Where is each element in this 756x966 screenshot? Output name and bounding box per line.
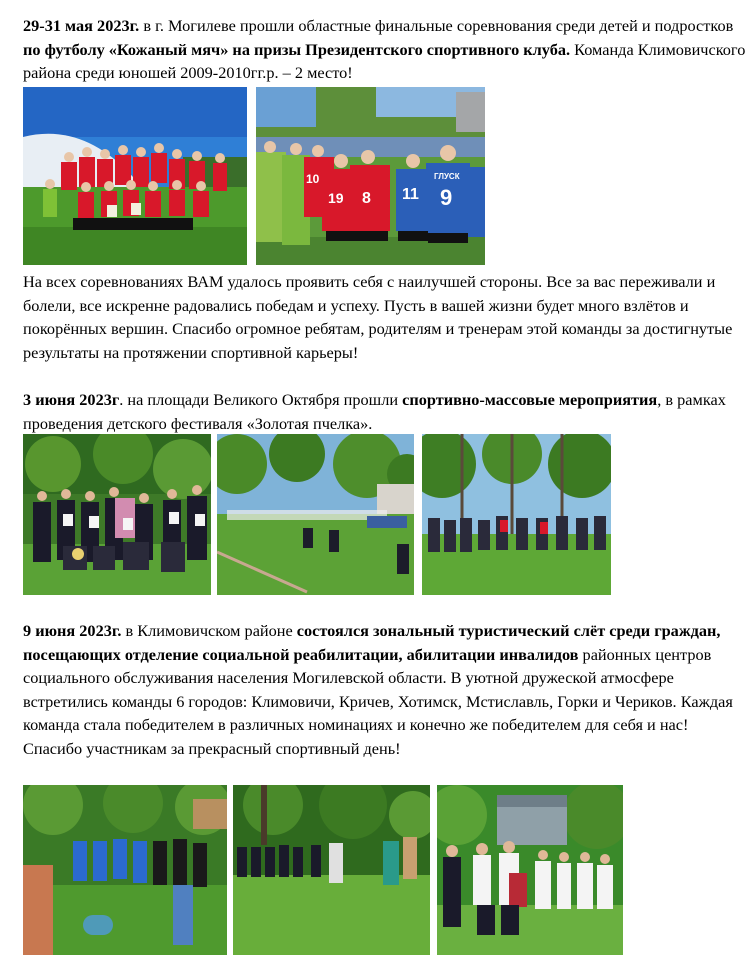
paragraph-text: Команда Климовичского района среди юношей 2009-2010гг.р. – 2 место! <box>23 39 746 83</box>
tourism-rally-photo-3 <box>437 785 623 955</box>
football-team-photo <box>23 87 247 265</box>
event-highlight: спортивно-массовые мероприятия <box>402 390 658 409</box>
article-paragraph-football <box>23 14 751 85</box>
jersey-number: 8 <box>362 190 371 207</box>
article-paragraph-congrats <box>23 270 751 364</box>
paragraph-text: в г. Могилеве прошли областные финальные соревнования среди детей и подростков <box>139 16 734 35</box>
event-date: 9 июня 2023г. <box>23 621 122 640</box>
tourism-rally-photo-2 <box>233 785 430 955</box>
football-players-photo <box>256 87 485 265</box>
event-date: 3 июня 2023г <box>23 390 120 409</box>
paragraph-text: , в рамках проведения детского фестиваля «Золотая пчелка». <box>23 390 726 433</box>
paragraph-text: . на площади Великого Октября прошли <box>119 390 403 409</box>
festival-volleyball-photo <box>217 434 414 595</box>
paragraph-text: На всех соревнованиях ВАМ удалось проявить себя с наилучшей стороны. Все за вас переживали и болели, все искренне радовались победам и успеху. Пусть в вашей жизни будет много взлётов и покорённых вершин. Спасибо огромное ребятам, родителям и тренерам этой команды за достигнутые результаты на протяжении спортивной карьеры! <box>23 272 733 362</box>
event-date: 29-31 мая 2023г. <box>23 16 140 35</box>
festival-crowd-photo <box>422 434 611 595</box>
paragraph-text: районных центров социального обслуживания населения Могилевской области. В уютной дружеской атмосфере встретились команды 6 городов: Климовичи, Кричев, Хотимск, Мстиславль, Горки и Чериков. Каждая команда стала победителем в различных номинациях и конечно же победителем для себя и нас! Спасибо участникам за прекрасный спортивный день! <box>23 644 733 758</box>
event-highlight: по футболу «Кожаный мяч» на призы Президентского спортивного клуба. <box>23 39 571 59</box>
paragraph-text: в Климовичском районе <box>121 621 297 640</box>
jersey-team-label: ГЛУСК <box>434 172 460 181</box>
jersey-number: 9 <box>440 185 453 210</box>
festival-group-photo <box>23 434 211 595</box>
article-paragraph-festival <box>23 388 751 435</box>
jersey-number: 10 <box>306 172 320 186</box>
tourism-rally-photo-1 <box>23 785 227 955</box>
event-highlight: состоялся зональный туристический слёт среди граждан, посещающих отделение социальной реабилитации, абилитации инвалидов <box>23 621 721 664</box>
jersey-number: 19 <box>328 190 344 206</box>
article-paragraph-tourism <box>23 619 751 761</box>
jersey-number: 11 <box>402 186 419 203</box>
